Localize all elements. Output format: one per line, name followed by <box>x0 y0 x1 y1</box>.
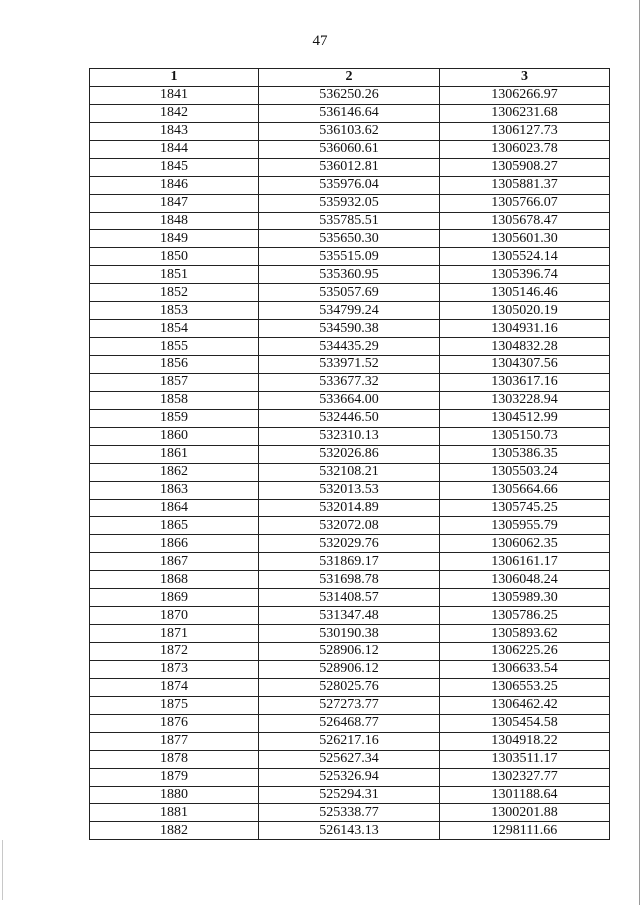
table-row <box>90 571 610 589</box>
table-row <box>90 696 610 714</box>
x-coordinate-cell: 531347.48 <box>259 607 440 625</box>
point-number-cell: 1860 <box>90 427 259 445</box>
y-coordinate-cell: 1305386.35 <box>440 445 610 463</box>
x-coordinate-cell: 536012.81 <box>259 158 440 176</box>
x-coordinate-cell: 528906.12 <box>259 643 440 661</box>
y-coordinate-cell: 1305150.73 <box>440 427 610 445</box>
x-coordinate-cell: 530190.38 <box>259 625 440 643</box>
point-number-cell: 1877 <box>90 732 259 750</box>
x-coordinate-cell: 531698.78 <box>259 571 440 589</box>
point-number-cell: 1875 <box>90 696 259 714</box>
point-number-cell: 1874 <box>90 678 259 696</box>
x-coordinate-cell: 531869.17 <box>259 553 440 571</box>
point-number-cell: 1880 <box>90 786 259 804</box>
table-row <box>90 176 610 194</box>
point-number-cell: 1871 <box>90 625 259 643</box>
x-coordinate-cell: 535932.05 <box>259 194 440 212</box>
table-row <box>90 266 610 284</box>
point-number-cell: 1850 <box>90 248 259 266</box>
table-row <box>90 445 610 463</box>
table-row <box>90 625 610 643</box>
x-coordinate-cell: 532108.21 <box>259 463 440 481</box>
point-number-cell: 1842 <box>90 104 259 122</box>
y-coordinate-cell: 1306633.54 <box>440 660 610 678</box>
y-coordinate-cell: 1304931.16 <box>440 320 610 338</box>
point-number-cell: 1845 <box>90 158 259 176</box>
table-row <box>90 517 610 535</box>
x-coordinate-cell: 536250.26 <box>259 86 440 104</box>
x-coordinate-cell: 527273.77 <box>259 696 440 714</box>
table-row <box>90 535 610 553</box>
table-row <box>90 230 610 248</box>
table-row <box>90 643 610 661</box>
point-number-cell: 1873 <box>90 660 259 678</box>
x-coordinate-cell: 533677.32 <box>259 373 440 391</box>
table-row <box>90 248 610 266</box>
x-coordinate-cell: 535360.95 <box>259 266 440 284</box>
table-row <box>90 158 610 176</box>
table-row <box>90 804 610 822</box>
table-row <box>90 104 610 122</box>
point-number-cell: 1843 <box>90 122 259 140</box>
point-number-cell: 1846 <box>90 176 259 194</box>
page-number: 47 <box>312 33 328 49</box>
y-coordinate-cell: 1306225.26 <box>440 643 610 661</box>
x-coordinate-cell: 532026.86 <box>259 445 440 463</box>
x-coordinate-cell: 535057.69 <box>259 284 440 302</box>
y-coordinate-cell: 1306462.42 <box>440 696 610 714</box>
point-number-cell: 1856 <box>90 356 259 374</box>
y-coordinate-cell: 1306161.17 <box>440 553 610 571</box>
point-number-cell: 1841 <box>90 86 259 104</box>
column-header-2: 2 <box>259 69 440 87</box>
x-coordinate-cell: 526217.16 <box>259 732 440 750</box>
point-number-cell: 1879 <box>90 768 259 786</box>
y-coordinate-cell: 1304918.22 <box>440 732 610 750</box>
y-coordinate-cell: 1303617.16 <box>440 373 610 391</box>
y-coordinate-cell: 1298111.66 <box>440 822 610 840</box>
table-row <box>90 660 610 678</box>
point-number-cell: 1858 <box>90 391 259 409</box>
y-coordinate-cell: 1300201.88 <box>440 804 610 822</box>
column-header-3: 3 <box>440 69 610 87</box>
column-header-1: 1 <box>90 69 259 87</box>
y-coordinate-cell: 1305766.07 <box>440 194 610 212</box>
x-coordinate-cell: 531408.57 <box>259 589 440 607</box>
point-number-cell: 1851 <box>90 266 259 284</box>
point-number-cell: 1848 <box>90 212 259 230</box>
x-coordinate-cell: 536103.62 <box>259 122 440 140</box>
x-coordinate-cell: 534435.29 <box>259 338 440 356</box>
point-number-cell: 1865 <box>90 517 259 535</box>
table-row <box>90 714 610 732</box>
y-coordinate-cell: 1305601.30 <box>440 230 610 248</box>
table-row <box>90 122 610 140</box>
point-number-cell: 1876 <box>90 714 259 732</box>
table-row <box>90 589 610 607</box>
x-coordinate-cell: 532310.13 <box>259 427 440 445</box>
point-number-cell: 1857 <box>90 373 259 391</box>
point-number-cell: 1870 <box>90 607 259 625</box>
y-coordinate-cell: 1306023.78 <box>440 140 610 158</box>
y-coordinate-cell: 1305955.79 <box>440 517 610 535</box>
x-coordinate-cell: 532072.08 <box>259 517 440 535</box>
table-row <box>90 320 610 338</box>
y-coordinate-cell: 1306062.35 <box>440 535 610 553</box>
point-number-cell: 1863 <box>90 481 259 499</box>
x-coordinate-cell: 525627.34 <box>259 750 440 768</box>
x-coordinate-cell: 534799.24 <box>259 302 440 320</box>
x-coordinate-cell: 525326.94 <box>259 768 440 786</box>
table-row <box>90 284 610 302</box>
point-number-cell: 1882 <box>90 822 259 840</box>
y-coordinate-cell: 1305908.27 <box>440 158 610 176</box>
y-coordinate-cell: 1305989.30 <box>440 589 610 607</box>
y-coordinate-cell: 1305454.58 <box>440 714 610 732</box>
x-coordinate-cell: 536146.64 <box>259 104 440 122</box>
x-coordinate-cell: 532013.53 <box>259 481 440 499</box>
table-row <box>90 391 610 409</box>
table-row <box>90 732 610 750</box>
x-coordinate-cell: 535650.30 <box>259 230 440 248</box>
y-coordinate-cell: 1302327.77 <box>440 768 610 786</box>
x-coordinate-cell: 528906.12 <box>259 660 440 678</box>
table-row <box>90 768 610 786</box>
point-number-cell: 1866 <box>90 535 259 553</box>
y-coordinate-cell: 1304832.28 <box>440 338 610 356</box>
x-coordinate-cell: 525338.77 <box>259 804 440 822</box>
table-row <box>90 409 610 427</box>
x-coordinate-cell: 535785.51 <box>259 212 440 230</box>
y-coordinate-cell: 1305146.46 <box>440 284 610 302</box>
x-coordinate-cell: 532014.89 <box>259 499 440 517</box>
table-body <box>90 86 610 839</box>
point-number-cell: 1853 <box>90 302 259 320</box>
y-coordinate-cell: 1306553.25 <box>440 678 610 696</box>
y-coordinate-cell: 1305786.25 <box>440 607 610 625</box>
x-coordinate-cell: 535976.04 <box>259 176 440 194</box>
point-number-cell: 1878 <box>90 750 259 768</box>
table-row <box>90 463 610 481</box>
point-number-cell: 1854 <box>90 320 259 338</box>
table-row <box>90 194 610 212</box>
table-row <box>90 140 610 158</box>
table-row <box>90 678 610 696</box>
y-coordinate-cell: 1304307.56 <box>440 356 610 374</box>
point-number-cell: 1881 <box>90 804 259 822</box>
table-row <box>90 302 610 320</box>
table-row <box>90 786 610 804</box>
point-number-cell: 1855 <box>90 338 259 356</box>
y-coordinate-cell: 1304512.99 <box>440 409 610 427</box>
x-coordinate-cell: 534590.38 <box>259 320 440 338</box>
y-coordinate-cell: 1305745.25 <box>440 499 610 517</box>
y-coordinate-cell: 1306127.73 <box>440 122 610 140</box>
point-number-cell: 1859 <box>90 409 259 427</box>
x-coordinate-cell: 525294.31 <box>259 786 440 804</box>
x-coordinate-cell: 526143.13 <box>259 822 440 840</box>
y-coordinate-cell: 1305893.62 <box>440 625 610 643</box>
coordinates-table <box>89 68 610 840</box>
y-coordinate-cell: 1305396.74 <box>440 266 610 284</box>
table-row <box>90 553 610 571</box>
y-coordinate-cell: 1306231.68 <box>440 104 610 122</box>
point-number-cell: 1869 <box>90 589 259 607</box>
y-coordinate-cell: 1305503.24 <box>440 463 610 481</box>
y-coordinate-cell: 1305881.37 <box>440 176 610 194</box>
table-row <box>90 212 610 230</box>
table-row <box>90 481 610 499</box>
point-number-cell: 1868 <box>90 571 259 589</box>
scan-edge-left <box>2 840 3 900</box>
x-coordinate-cell: 533971.52 <box>259 356 440 374</box>
table-row <box>90 86 610 104</box>
x-coordinate-cell: 532446.50 <box>259 409 440 427</box>
x-coordinate-cell: 532029.76 <box>259 535 440 553</box>
y-coordinate-cell: 1305664.66 <box>440 481 610 499</box>
y-coordinate-cell: 1305678.47 <box>440 212 610 230</box>
y-coordinate-cell: 1305524.14 <box>440 248 610 266</box>
y-coordinate-cell: 1303228.94 <box>440 391 610 409</box>
y-coordinate-cell: 1305020.19 <box>440 302 610 320</box>
y-coordinate-cell: 1301188.64 <box>440 786 610 804</box>
point-number-cell: 1872 <box>90 643 259 661</box>
point-number-cell: 1849 <box>90 230 259 248</box>
header-row <box>90 69 610 87</box>
table-row <box>90 499 610 517</box>
x-coordinate-cell: 526468.77 <box>259 714 440 732</box>
table-row <box>90 373 610 391</box>
point-number-cell: 1861 <box>90 445 259 463</box>
y-coordinate-cell: 1303511.17 <box>440 750 610 768</box>
point-number-cell: 1844 <box>90 140 259 158</box>
x-coordinate-cell: 528025.76 <box>259 678 440 696</box>
point-number-cell: 1847 <box>90 194 259 212</box>
x-coordinate-cell: 533664.00 <box>259 391 440 409</box>
table-header <box>90 69 610 87</box>
x-coordinate-cell: 536060.61 <box>259 140 440 158</box>
y-coordinate-cell: 1306048.24 <box>440 571 610 589</box>
y-coordinate-cell: 1306266.97 <box>440 86 610 104</box>
table-row <box>90 750 610 768</box>
table-row <box>90 338 610 356</box>
x-coordinate-cell: 535515.09 <box>259 248 440 266</box>
table-row <box>90 822 610 840</box>
point-number-cell: 1864 <box>90 499 259 517</box>
point-number-cell: 1852 <box>90 284 259 302</box>
point-number-cell: 1862 <box>90 463 259 481</box>
table-row <box>90 427 610 445</box>
table-row <box>90 356 610 374</box>
point-number-cell: 1867 <box>90 553 259 571</box>
table-row <box>90 607 610 625</box>
